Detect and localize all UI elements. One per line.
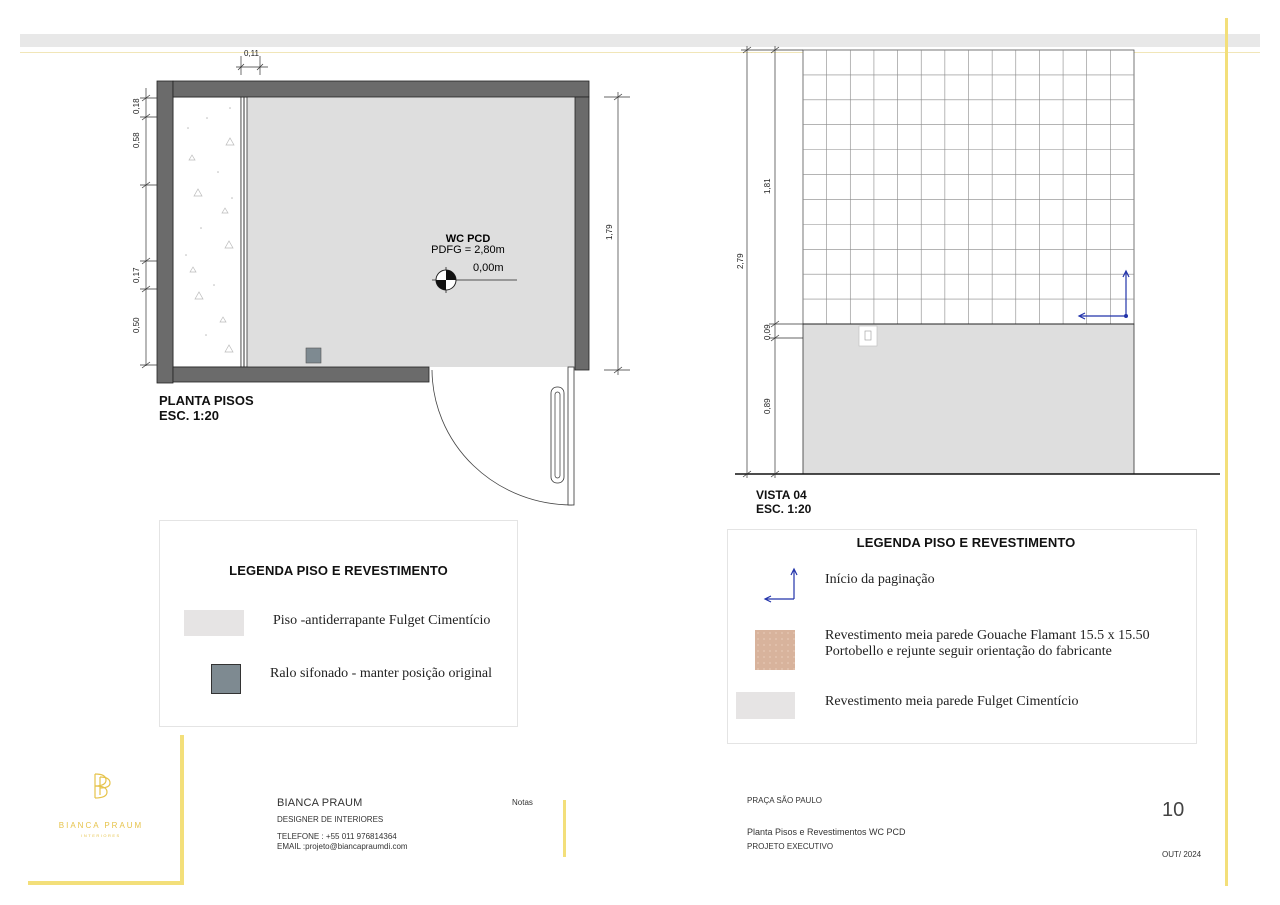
drain-icon xyxy=(306,348,321,363)
logo-block xyxy=(28,735,184,885)
elevation-title: VISTA 04 xyxy=(756,488,807,502)
project-name: PRAÇA SÃO PAULO xyxy=(747,796,822,805)
wall-bottom xyxy=(173,367,429,382)
project-phase: PROJETO EXECUTIVO xyxy=(747,842,834,851)
pagination-start-legend-icon xyxy=(762,566,802,606)
legend-left-title: LEGENDA PISO E REVESTIMENTO xyxy=(229,563,448,578)
legend-right-item-gouache xyxy=(825,628,1150,660)
swatch-fulget-floor xyxy=(184,610,244,636)
sheet-date: OUT/ 2024 xyxy=(1162,850,1202,859)
dim-right: 1,79 xyxy=(605,224,614,240)
logo-subtext: INTERIORES xyxy=(81,833,121,838)
elevation-title-block xyxy=(756,488,811,516)
elevation-dimensions xyxy=(741,46,803,478)
legend-left-item-drain: Ralo sifonado - manter posição original xyxy=(270,666,492,681)
bench-area xyxy=(173,97,241,367)
floor-area xyxy=(247,97,575,367)
wall-left xyxy=(157,81,173,383)
dim-left-3: 0,17 xyxy=(132,267,141,283)
sheet-number: 10 xyxy=(1162,799,1185,821)
wall-top xyxy=(173,81,589,97)
door-swing xyxy=(432,367,574,505)
legend-right-item-pagination: Início da paginação xyxy=(825,572,935,587)
legend-right xyxy=(727,529,1197,744)
wall-right xyxy=(575,97,589,370)
switch-icon xyxy=(859,326,877,346)
legend-left-item-floor: Piso -antiderrapante Fulget Cimentício xyxy=(273,613,491,628)
swatch-gouache-tile xyxy=(755,630,795,670)
dim-upper: 1,81 xyxy=(763,178,772,194)
level-value: 0,00m xyxy=(473,262,504,274)
elevation-scale: ESC. 1:20 xyxy=(756,502,812,516)
plan-scale: ESC. 1:20 xyxy=(159,408,219,423)
dim-left-2: 0,58 xyxy=(132,132,141,148)
swatch-fulget-wall xyxy=(736,692,795,719)
room-name: WC PCD xyxy=(445,233,491,245)
plan-title-block xyxy=(159,393,254,423)
legend-right-item-fulget: Revestimento meia parede Fulget Cimentício xyxy=(825,694,1079,709)
legend-left xyxy=(159,520,518,727)
logo-block-bottom xyxy=(28,881,184,885)
plan-title: PLANTA PISOS xyxy=(159,393,254,408)
designer-email: EMAIL :projeto@biancapraumdi.com xyxy=(277,842,408,851)
legend-right-item-gouache-line2: Portobello e rejunte seguir orientação do fabricante xyxy=(825,644,1112,659)
dim-top-wall: 0,11 xyxy=(244,49,259,58)
swatch-drain xyxy=(211,664,241,694)
elevation-view xyxy=(735,46,1220,478)
dim-left-1: 0,18 xyxy=(132,98,141,114)
logo-block-edge xyxy=(180,735,184,885)
dim-lower: 0,89 xyxy=(763,398,772,414)
logo-text: BIANCA PRAUM xyxy=(58,821,144,830)
designer-phone: TELEFONE : +55 011 976814364 xyxy=(277,832,397,841)
notes-label: Notas xyxy=(512,798,533,807)
dim-total: 2,79 xyxy=(736,253,745,269)
legend-right-item-gouache-line1: Revestimento meia parede Gouache Flamant 15.5 x 15.50 xyxy=(825,628,1150,643)
dim-left-4: 0,50 xyxy=(132,317,141,333)
notes-divider xyxy=(563,800,566,857)
bp-monogram-icon xyxy=(90,771,114,801)
legend-right-title: LEGENDA PISO E REVESTIMENTO xyxy=(856,535,1076,550)
lower-wall xyxy=(803,324,1134,474)
designer-name: BIANCA PRAUM xyxy=(277,797,363,809)
designer-role: DESIGNER DE INTERIORES xyxy=(277,815,384,824)
room-height: PDFG = 2,80m xyxy=(431,244,505,256)
floor-plan xyxy=(132,49,630,505)
dim-band: 0,09 xyxy=(763,324,772,340)
sheet-title: Planta Pisos e Revestimentos WC PCD xyxy=(747,827,906,837)
